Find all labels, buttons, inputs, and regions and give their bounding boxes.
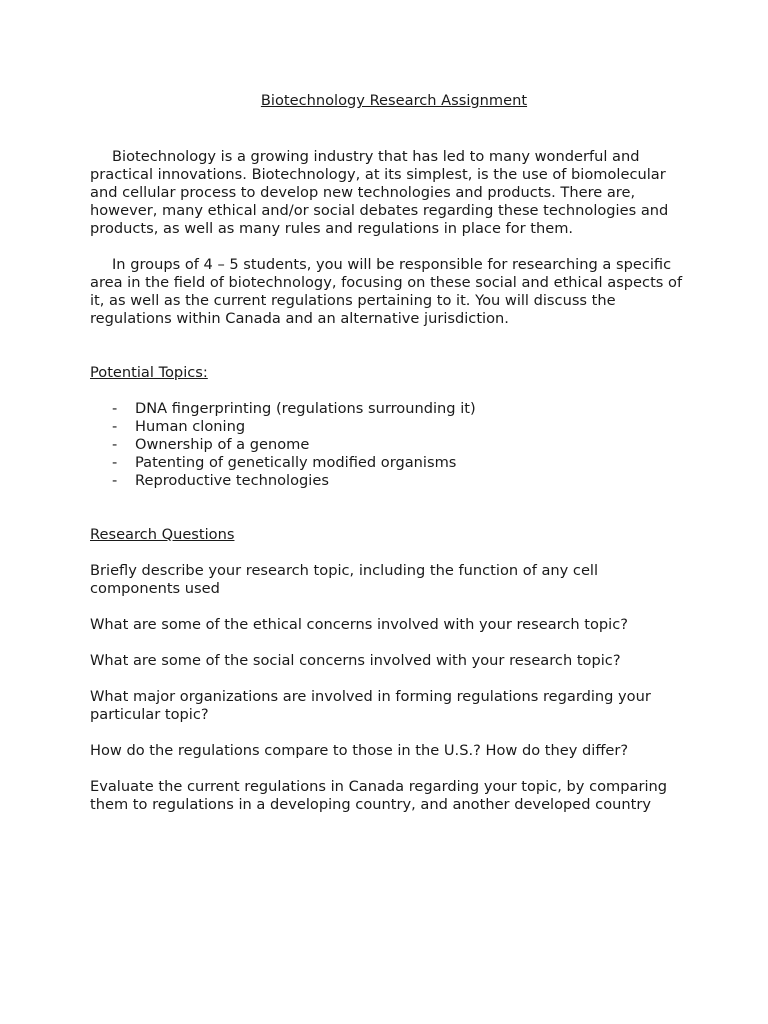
document-page — [90, 92, 690, 814]
topic-text: Ownership of a genome — [135, 436, 310, 453]
research-question: Briefly describe your research topic, including the function of any cell components used — [90, 562, 599, 597]
list-item — [90, 418, 690, 436]
list-item — [90, 472, 690, 490]
list-dash: - — [112, 454, 118, 471]
list-dash: - — [112, 436, 118, 453]
topics-list — [90, 400, 690, 490]
topic-text: Patenting of genetically modified organisms — [135, 454, 457, 471]
list-dash: - — [112, 472, 118, 489]
list-item — [90, 454, 690, 472]
list-dash: - — [112, 418, 118, 435]
research-question: How do the regulations compare to those in the U.S.? How do they differ? — [90, 742, 629, 759]
topic-text: Human cloning — [135, 418, 246, 435]
intro-paragraph: Biotechnology is a growing industry that has led to many wonderful and practical innovations. Biotechnology, at its simplest, is the use of biomolecular and cellular process to develop new technologies and products. There are, however, many ethical and/or social debates regarding these technologies and products, as well as many rules and regulations in place for them. — [90, 148, 669, 237]
research-question: Evaluate the current regulations in Canada regarding your topic, by comparing them to regulations in a developing country, and another developed country — [90, 778, 668, 813]
research-question: What are some of the ethical concerns involved with your research topic? — [90, 616, 628, 633]
topic-text: Reproductive technologies — [135, 472, 329, 489]
document-title: Biotechnology Research Assignment — [260, 92, 528, 109]
topic-text: DNA fingerprinting (regulations surrounding it) — [135, 400, 476, 417]
list-item — [90, 436, 690, 454]
instructions-paragraph: In groups of 4 – 5 students, you will be responsible for researching a specific area in the field of biotechnology, focusing on these social and ethical aspects of it, as well as the current regulations pertaining to it. You will discuss the regulations within Canada and an alternative jurisdiction. — [90, 256, 683, 327]
research-questions-heading: Research Questions — [90, 526, 235, 543]
research-question: What major organizations are involved in forming regulations regarding your particular topic? — [90, 688, 651, 723]
list-dash: - — [112, 400, 118, 417]
list-item — [90, 400, 690, 418]
research-question: What are some of the social concerns involved with your research topic? — [90, 652, 621, 669]
topics-heading: Potential Topics: — [90, 364, 208, 381]
